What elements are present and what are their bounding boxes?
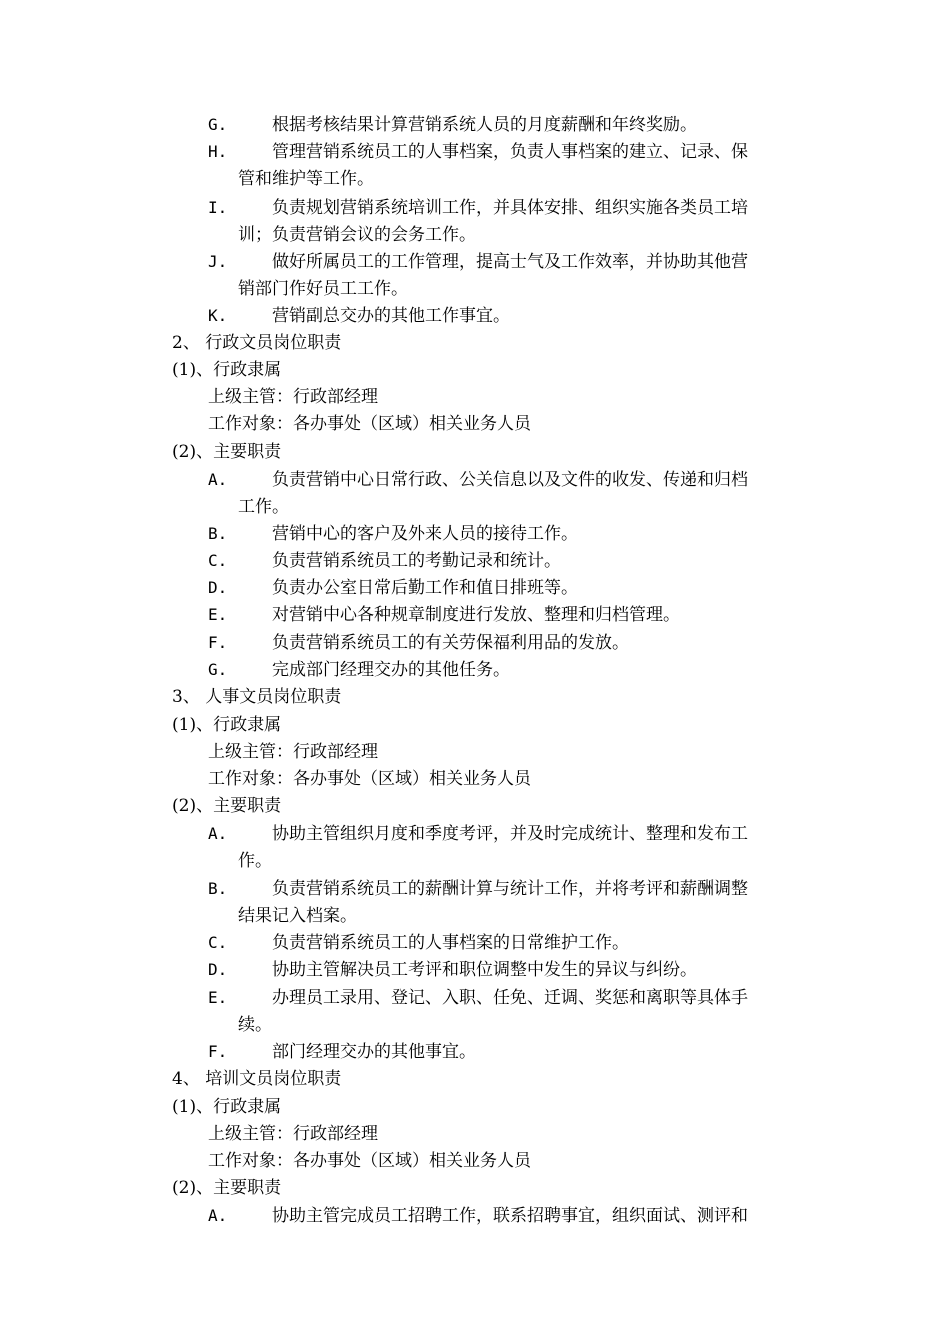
text-line: 2、 行政文员岗位职责 [172,333,342,353]
list-marker: J. [208,252,228,271]
text-line: 负责办公室日常后勤工作和值日排班等。 [272,578,578,598]
text-line: 对营销中心各种规章制度进行发放、整理和归档管理。 [272,605,680,625]
list-marker: E. [208,605,228,624]
text-line: 管理营销系统员工的人事档案，负责人事档案的建立、记录、保 [272,142,748,162]
text-line: 根据考核结果计算营销系统人员的月度薪酬和年终奖励。 [272,115,697,135]
text-line: 办理员工录用、登记、入职、任免、迁调、奖惩和离职等具体手 [272,988,748,1008]
list-marker: G. [208,115,228,134]
list-marker: F. [208,633,228,652]
list-marker: E. [208,988,228,1007]
text-line: 续。 [238,1015,272,1035]
text-line: 上级主管：行政部经理 [208,387,378,407]
text-line: 工作。 [238,497,289,517]
text-line: 工作对象：各办事处（区域）相关业务人员 [208,414,531,434]
text-line: 销部门作好员工工作。 [238,279,408,299]
text-line: (2)、主要职责 [172,1178,282,1198]
text-line: 负责营销系统员工的考勤记录和统计。 [272,551,561,571]
text-line: 负责规划营销系统培训工作，并具体安排、组织实施各类员工培 [272,198,748,218]
text-line: (1)、行政隶属 [172,1097,282,1117]
text-line: (2)、主要职责 [172,442,282,462]
text-line: 营销副总交办的其他工作事宜。 [272,306,510,326]
list-marker: B. [208,524,228,543]
text-line: 负责营销系统员工的薪酬计算与统计工作，并将考评和薪酬调整 [272,879,748,899]
list-marker: F. [208,1042,228,1061]
list-marker: H. [208,142,228,161]
text-line: 上级主管：行政部经理 [208,742,378,762]
text-line: 管和维护等工作。 [238,169,374,189]
text-line: 做好所属员工的工作管理，提高士气及工作效率，并协助其他营 [272,252,748,272]
text-line: (1)、行政隶属 [172,715,282,735]
list-marker: A. [208,470,228,489]
text-line: 4、 培训文员岗位职责 [172,1069,342,1089]
list-marker: D. [208,578,228,597]
text-line: 协助主管解决员工考评和职位调整中发生的异议与纠纷。 [272,960,697,980]
text-line: 工作对象：各办事处（区域）相关业务人员 [208,1151,531,1171]
text-line: 作。 [238,851,272,871]
text-line: 训；负责营销会议的会务工作。 [238,225,476,245]
list-marker: K. [208,306,228,325]
text-line: (2)、主要职责 [172,796,282,816]
list-marker: D. [208,960,228,979]
list-marker: B. [208,879,228,898]
list-marker: C. [208,551,228,570]
list-marker: G. [208,660,228,679]
text-line: 营销中心的客户及外来人员的接待工作。 [272,524,578,544]
text-line: 结果记入档案。 [238,906,357,926]
text-line: 3、 人事文员岗位职责 [172,687,342,707]
text-line: 负责营销系统员工的有关劳保福利用品的发放。 [272,633,629,653]
text-line: 完成部门经理交办的其他任务。 [272,660,510,680]
list-marker: A. [208,824,228,843]
text-line: 协助主管完成员工招聘工作，联系招聘事宜，组织面试、测评和 [272,1206,748,1226]
list-marker: A. [208,1206,228,1225]
list-marker: C. [208,933,228,952]
text-line: 协助主管组织月度和季度考评，并及时完成统计、整理和发布工 [272,824,748,844]
text-line: (1)、行政隶属 [172,360,282,380]
list-marker: I. [208,198,228,217]
text-line: 上级主管：行政部经理 [208,1124,378,1144]
text-line: 部门经理交办的其他事宜。 [272,1042,476,1062]
text-line: 负责营销中心日常行政、公关信息以及文件的收发、传递和归档 [272,470,748,490]
text-line: 工作对象：各办事处（区域）相关业务人员 [208,769,531,789]
text-line: 负责营销系统员工的人事档案的日常维护工作。 [272,933,629,953]
